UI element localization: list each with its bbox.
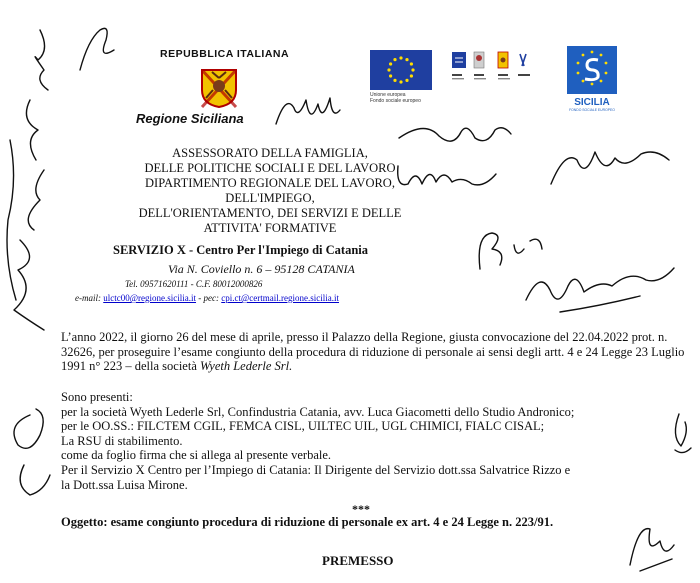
sicilian-coat-of-arms-icon (200, 68, 238, 108)
separator-stars: *** (352, 502, 370, 516)
attendees-line: la Dott.ssa Luisa Mirone. (61, 477, 188, 492)
attendees-line: per la società Wyeth Lederle Srl, Confindustria Catania, avv. Luca Giacometti dello Studio Andronico; (61, 404, 575, 419)
region-name: Regione Siciliana (136, 111, 244, 126)
eu-caption (370, 92, 440, 104)
department-line: DELL'ORIENTAMENTO, DEI SERVIZI E DELLE (138, 206, 402, 220)
opening-text: L’anno 2022, il giorno 26 del mese di aprile, presso il Palazzo della Regione, giusta convocazione del 22.04.2022 prot. n. 32626, per proseguire l’esame congiunto della procedura di riduzione di personale ai sensi degli artt. 4 e 24 Legge 23 Luglio 1991 n° 223 – della società (61, 330, 685, 374)
eu-caption-line2: Fondo sociale europeo (370, 98, 421, 104)
signature-right-margin (665, 410, 695, 460)
signature-bottom-right (620, 515, 680, 575)
republic-heading: REPUBBLICA ITALIANA (160, 48, 290, 60)
subject-line: Oggetto: esame congiunto procedura di riduzione di personale ex art. 4 e 24 Legge n. 223/91. (61, 515, 554, 529)
email-link[interactable]: ulctc00@regione.sicilia.it (103, 293, 197, 303)
company-name: Wyeth Lederle Srl. (200, 359, 293, 374)
attendees-line: come da foglio firma che si allega al presente verbale. (61, 448, 332, 463)
department-block (130, 146, 410, 236)
department-line: DIPARTIMENTO REGIONALE DEL LAVORO, (145, 176, 395, 190)
opening-paragraph (61, 330, 691, 374)
attendees-line: per le OO.SS.: FILCTEM CGIL, FEMCA CISL, UILTEC UIL, UGL CHIMICI, FIALC CISAL; (61, 419, 545, 434)
attendees-line: La RSU di stabilimento. (61, 433, 183, 448)
partner-logos-icon (450, 50, 545, 94)
department-line: ATTIVITA' FORMATIVE (203, 221, 337, 235)
signature-right-5 (520, 250, 680, 320)
signature-near-region (272, 90, 344, 130)
office-telephone: Tel. 09571620111 - C.F. 80012000826 (125, 279, 263, 289)
sicilia-logo-text: SICILIA (574, 97, 610, 108)
department-line: DELL'IMPIEGO, (225, 191, 315, 205)
eu-flag-icon (370, 50, 432, 90)
department-line: ASSESSORATO DELLA FAMIGLIA, (172, 146, 368, 160)
signature-left-margin (0, 20, 60, 350)
servizio-heading: SERVIZIO X - Centro Per l'Impiego di Catania (113, 243, 369, 257)
contact-emails (75, 293, 339, 303)
signature-right-1 (395, 118, 515, 150)
signature-top-left (70, 20, 120, 80)
department-line: DELLE POLITICHE SOCIALI E DEL LAVORO (144, 161, 396, 175)
premesso-heading: PREMESSO (322, 553, 394, 568)
pec-label: - pec: (196, 293, 219, 303)
signature-right-3 (545, 140, 675, 190)
attendees-block (61, 390, 691, 492)
signature-left-bottom (0, 395, 60, 505)
attendees-line: Sono presenti: (61, 390, 133, 404)
pec-link[interactable]: cpi.ct@certmail.regione.sicilia.it (221, 293, 339, 303)
sicilia-fse-logo-icon (565, 46, 619, 112)
signature-right-2 (392, 158, 512, 194)
email-label: e-mail: (75, 293, 101, 303)
eu-caption-line1: Unione europea (370, 92, 406, 98)
sicilia-logo-subtext: FONDO SOCIALE EUROPEO (569, 108, 615, 112)
office-address: Via N. Coviello n. 6 – 95128 CATANIA (168, 262, 355, 276)
attendees-line: Per il Servizio X Centro per l’Impiego di Catania: Il Dirigente del Servizio dott.ssa Salvatrice Rizzo e (61, 462, 571, 477)
